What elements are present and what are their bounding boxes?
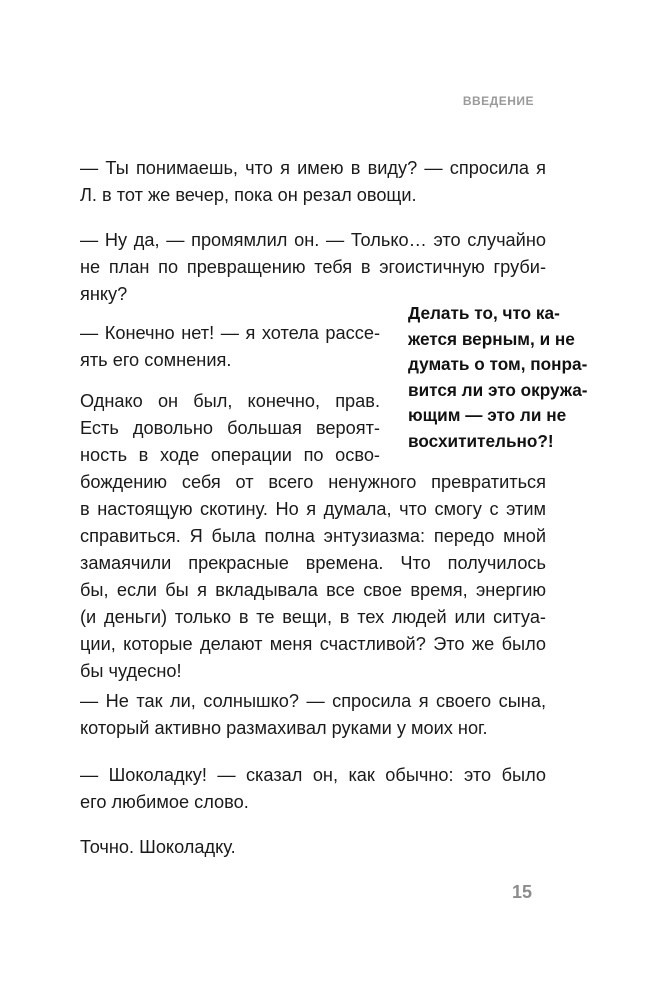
text-line: (и деньги) только в те вещи, в тех людей или ситуа- (80, 607, 546, 627)
text-line: ции, которые делают меня счастливой? Это же было (80, 634, 546, 654)
text-line: янку? (80, 284, 128, 304)
text-line: Л. в тот же вечер, пока он резал овощи. (80, 185, 417, 205)
page-number: 15 (512, 882, 533, 902)
quote-line: думать о том, понра- (408, 354, 588, 375)
text-line: ять его сомнения. (80, 350, 232, 370)
text-line: бождению себя от всего ненужного превратиться (80, 472, 546, 492)
text-line: — Конечно нет! — я хотела рассе- (80, 323, 380, 343)
text-line: бы чудесно! (80, 661, 182, 681)
paragraph-1 (80, 155, 546, 209)
paragraph-6 (80, 762, 546, 816)
pull-quote (408, 301, 588, 455)
running-header: ВВЕДЕНИЕ (462, 94, 534, 108)
paragraph-4-continued (80, 469, 546, 685)
text-line: — Ну да, — промямлил он. — Только… это случайно (80, 230, 546, 250)
quote-line: жется верным, и не (408, 328, 575, 349)
text-line: бы, если бы я вкладывала все свое время, энергию (80, 580, 546, 600)
text-line: справиться. Я была полна энтузиазма: передо мной (80, 526, 546, 546)
paragraph-3 (80, 320, 380, 374)
quote-line: Делать то, что ка- (408, 303, 560, 323)
text-line: Точно. Шоколадку. (80, 837, 236, 857)
quote-line: восхитительно?! (408, 430, 554, 451)
quote-line: вится ли это окружа- (408, 379, 588, 400)
text-line: Однако он был, конечно, прав. (80, 391, 380, 411)
text-line: который активно размахивал руками у моих ног. (80, 718, 488, 738)
text-line: — Шоколадку! — сказал он, как обычно: это было (80, 765, 546, 785)
text-line: — Не так ли, солнышко? — спросила я своего сына, (80, 691, 546, 711)
text-line: его любимое слово. (80, 792, 249, 812)
text-line: в настоящую скотину. Но я думала, что смогу с этим (80, 499, 546, 519)
paragraph-4 (80, 388, 380, 469)
text-line: замаячили прекрасные времена. Что получилось (80, 553, 546, 573)
paragraph-5 (80, 688, 546, 742)
text-line: ность в ходе операции по осво- (80, 445, 380, 465)
text-line: не план по превращению тебя в эгоистичную груби- (80, 257, 546, 277)
text-line: Есть довольно большая вероят- (80, 418, 380, 438)
text-line: — Ты понимаешь, что я имею в виду? — спросила я (80, 158, 546, 178)
paragraph-7 (80, 834, 546, 861)
quote-line: ющим — это ли не (408, 405, 567, 426)
paragraph-2 (80, 227, 546, 308)
